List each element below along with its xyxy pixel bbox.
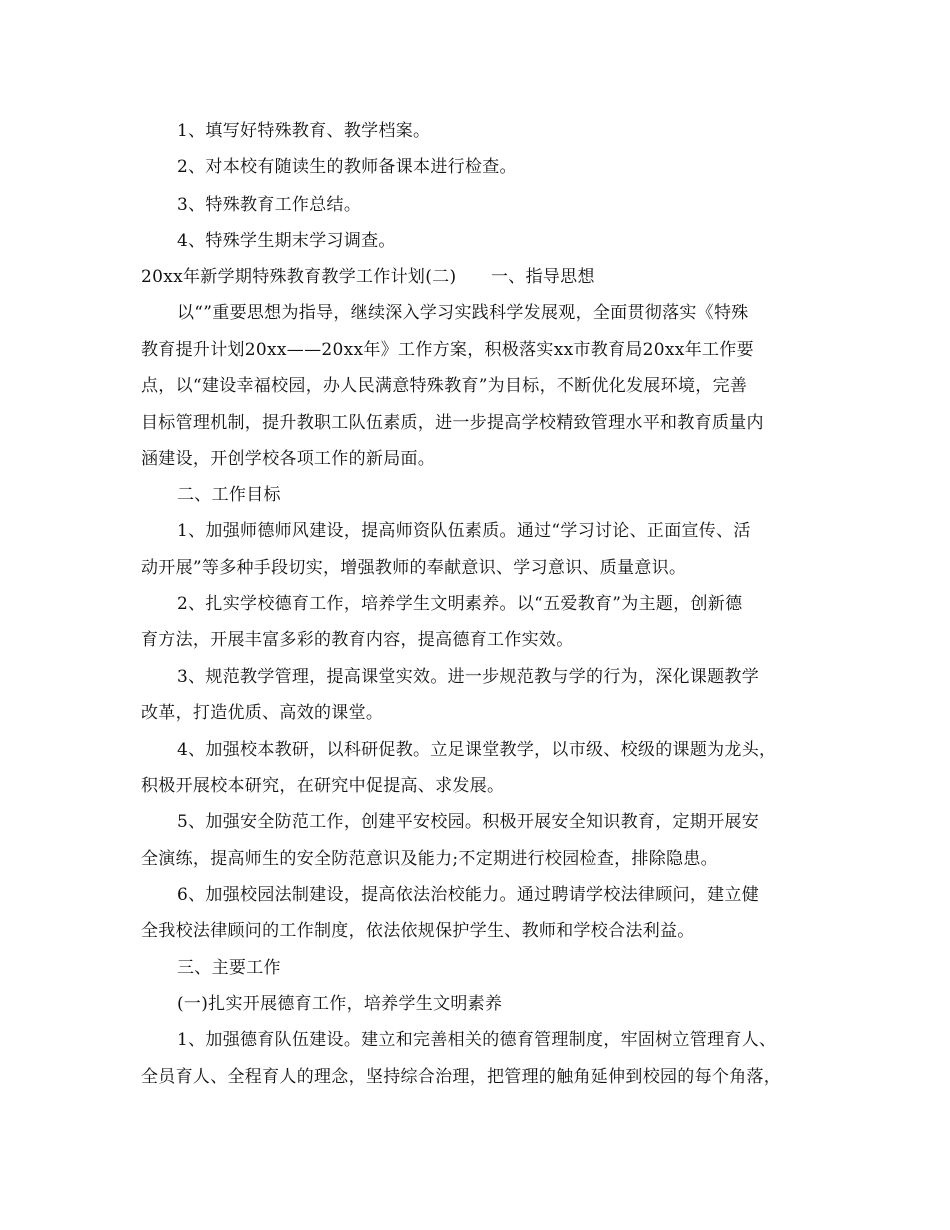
text-line: 改革，打造优质、高效的课堂。 <box>141 703 384 723</box>
text-line: 动开展”等多种手段切实，增强教师的奉献意识、学习意识、质量意识。 <box>141 558 687 578</box>
text-line: 3、规范教学管理，提高课堂实效。进一步规范教与学的行为，深化课题教学 <box>177 667 760 687</box>
subheading-moral-education: (一)扎实开展德育工作，培养学生文明素养 <box>177 994 503 1014</box>
section-title-line: 20xx年新学期特殊教育教学工作计划(二) 一、指导思想 <box>141 267 595 287</box>
text-line: 1、加强师德师风建设，提高师资队伍素质。通过“学习讨论、正面宣传、活 <box>177 521 751 541</box>
text-line: 4、加强校本教研，以科研促教。立足课堂教学，以市级、校级的课题为龙头， <box>177 740 777 760</box>
heading-work-goals: 二、工作目标 <box>177 485 281 505</box>
text-line: 目标管理机制，提升教职工队伍素质，进一步提高学校精致管理水平和教育质量内 <box>141 413 764 433</box>
text-line: 3、特殊教育工作总结。 <box>177 195 362 215</box>
text-line: 6、加强校园法制建设，提高依法治校能力。通过聘请学校法律顾问，建立健 <box>177 885 760 905</box>
text-line: 点，以“建设幸福校园，办人民满意特殊教育”为目标，不断优化发展环境，完善 <box>141 376 748 396</box>
text-line: 全我校法律顾问的工作制度，依法依规保护学生、教师和学校合法利益。 <box>141 921 695 941</box>
text-line: 以“”重要思想为指导，继续深入学习实践科学发展观，全面贯彻落实《特殊 <box>177 303 749 323</box>
text-line: 2、扎实学校德育工作，培养学生文明素养。以“五爱教育”为主题，创新德 <box>177 594 743 614</box>
text-line: 教育提升计划20xx——20xx年》工作方案，积极落实xx市教育局20xx年工作要 <box>141 340 754 360</box>
text-line: 1、加强德育队伍建设。建立和完善相关的德育管理制度，牢固树立管理育人、 <box>177 1030 777 1050</box>
text-line: 育方法，开展丰富多彩的教育内容，提高德育工作实效。 <box>141 630 574 650</box>
text-line: 积极开展校本研究，在研究中促提高、求发展。 <box>141 776 505 796</box>
text-line: 涵建设，开创学校各项工作的新局面。 <box>141 449 436 469</box>
text-line: 5、加强安全防范工作，创建平安校园。积极开展安全知识教育，定期开展安 <box>177 812 760 832</box>
heading-main-work: 三、主要工作 <box>177 958 281 978</box>
text-line: 全演练，提高师生的安全防范意识及能力;不定期进行校园检查，排除隐患。 <box>141 849 718 869</box>
text-line: 全员育人、全程育人的理念，坚持综合治理，把管理的触角延伸到校园的每个角落， <box>141 1067 782 1087</box>
text-line: 2、对本校有随读生的教师备课本进行检查。 <box>177 157 517 177</box>
text-line: 1、填写好特殊教育、教学档案。 <box>177 121 431 141</box>
text-line: 4、特殊学生期末学习调查。 <box>177 231 396 251</box>
